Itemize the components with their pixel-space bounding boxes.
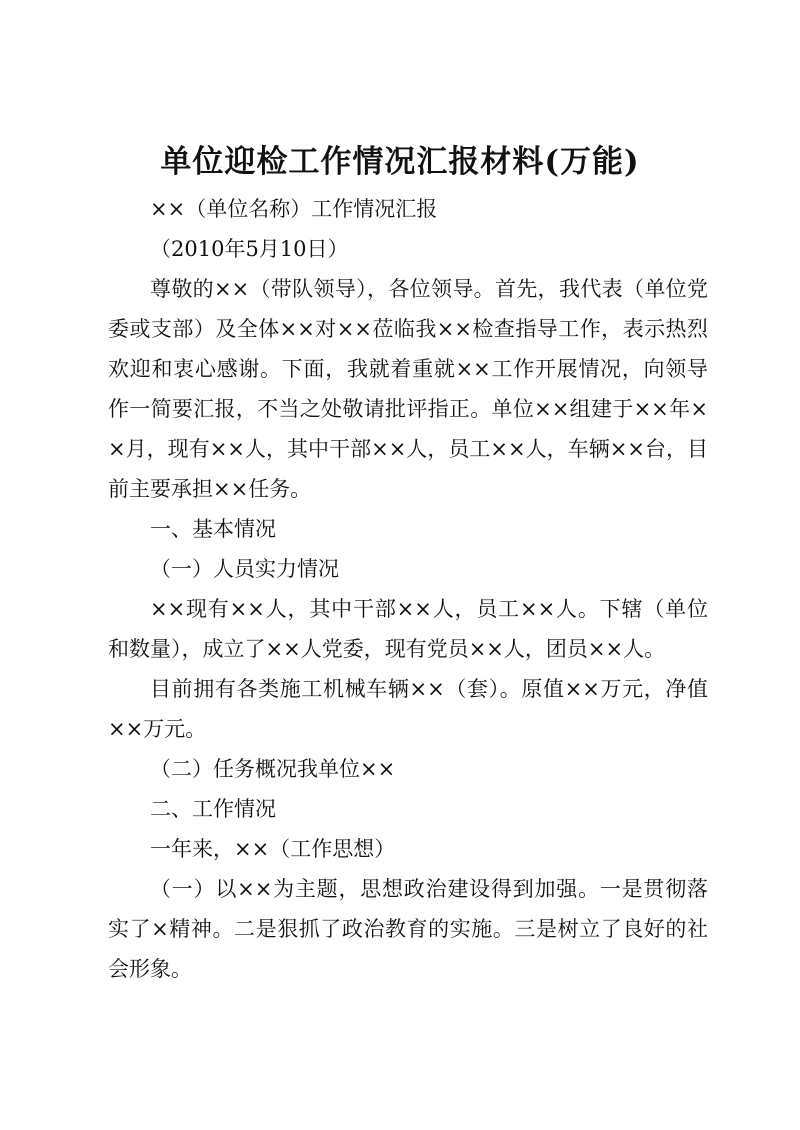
document-body: [108, 189, 708, 989]
opening-paragraph: 尊敬的××（带队领导），各位领导。首先，我代表（单位党委或支部）及全体××对××莅临我××检查指导工作，表示热烈欢迎和衷心感谢。下面，我就着重就××工作开展情况，向领导作一简要汇报，不当之处敬请批评指正。单位××组建于××年××月，现有××人，其中干部××人，员工××人，车辆××台，目前主要承担××任务。: [108, 277, 709, 501]
section-heading-work: 二、工作情况: [150, 797, 276, 821]
equipment-paragraph: 目前拥有各类施工机械车辆××（套）。原值××万元，净值××万元。: [108, 677, 708, 741]
subsection-heading-personnel: （一）人员实力情况: [150, 557, 339, 581]
subsection-heading-tasks: （二）任务概况我单位××: [150, 757, 396, 781]
report-date: （2010年5月10日）: [150, 237, 349, 261]
personnel-paragraph: ××现有××人，其中干部××人，员工××人。下辖（单位和数量），成立了××人党委，现有党员××人，团员××人。: [108, 597, 708, 661]
report-heading: ××（单位名称）工作情况汇报: [150, 197, 438, 221]
document-title: 单位迎检工作情况汇报材料(万能): [160, 144, 640, 180]
work-intro-paragraph: 一年来，××（工作思想）: [150, 837, 396, 861]
political-work-paragraph: （一）以××为主题，思想政治建设得到加强。一是贯彻落实了×精神。二是狠抓了政治教育的实施。三是树立了良好的社会形象。: [108, 877, 708, 981]
section-heading-basic: 一、基本情况: [150, 517, 276, 541]
